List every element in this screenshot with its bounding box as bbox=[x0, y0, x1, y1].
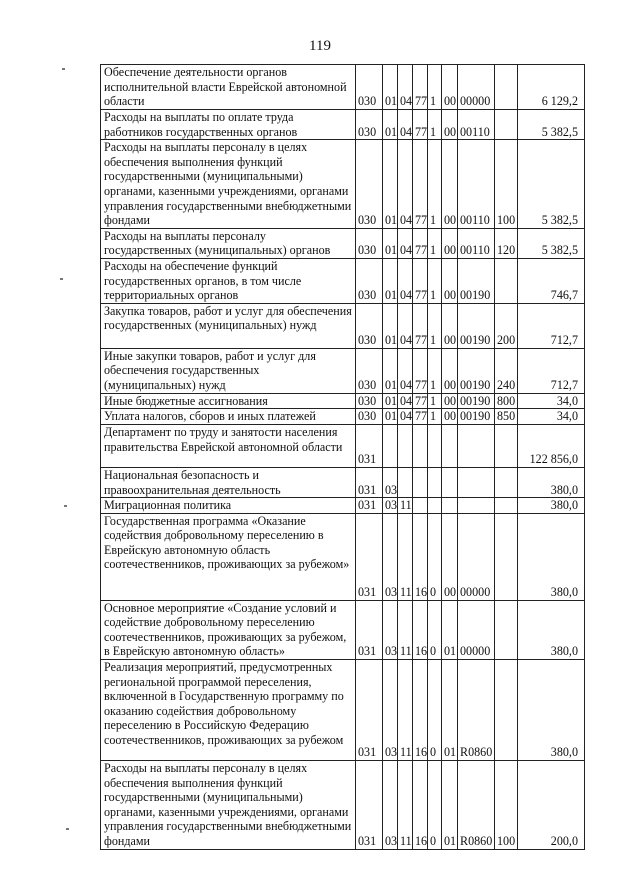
cell-gov-code: 030 bbox=[356, 110, 383, 140]
cell-activity bbox=[442, 498, 458, 514]
cell-expense-type bbox=[495, 600, 518, 659]
cell-subsection: 04 bbox=[398, 110, 413, 140]
cell-gov-code: 031 bbox=[356, 498, 383, 514]
cell-direction: 00110 bbox=[458, 110, 495, 140]
cell-program: 77 bbox=[413, 258, 428, 303]
row-name: Закупка товаров, работ и услуг для обеспечения государственных (муниципальных) нужд bbox=[101, 303, 356, 348]
table-row bbox=[101, 393, 585, 409]
cell-amount: 122 856,0 bbox=[518, 424, 585, 467]
cell-direction: 00190 bbox=[458, 409, 495, 425]
cell-direction: 00000 bbox=[458, 65, 495, 110]
cell-subprogram: 0 bbox=[428, 761, 442, 850]
table-row bbox=[101, 424, 585, 467]
cell-direction: 00190 bbox=[458, 303, 495, 348]
cell-direction bbox=[458, 467, 495, 497]
cell-activity: 00 bbox=[442, 228, 458, 258]
cell-gov-code: 030 bbox=[356, 228, 383, 258]
cell-subprogram bbox=[428, 498, 442, 514]
scan-mark bbox=[60, 278, 63, 280]
cell-amount: 34,0 bbox=[518, 409, 585, 425]
row-name: Национальная безопасность и правоохранительная деятельность bbox=[101, 467, 356, 497]
cell-direction: 00190 bbox=[458, 348, 495, 393]
row-name: Расходы на выплаты по оплате труда работников государственных органов bbox=[101, 110, 356, 140]
cell-gov-code: 030 bbox=[356, 258, 383, 303]
cell-subsection: 11 bbox=[398, 660, 413, 761]
cell-direction: R0860 bbox=[458, 761, 495, 850]
cell-expense-type: 240 bbox=[495, 348, 518, 393]
cell-amount: 34,0 bbox=[518, 393, 585, 409]
cell-subsection: 04 bbox=[398, 409, 413, 425]
cell-section: 01 bbox=[383, 258, 398, 303]
cell-activity: 00 bbox=[442, 348, 458, 393]
cell-gov-code: 030 bbox=[356, 303, 383, 348]
cell-direction: 00190 bbox=[458, 393, 495, 409]
cell-activity: 01 bbox=[442, 600, 458, 659]
cell-gov-code: 030 bbox=[356, 409, 383, 425]
cell-gov-code: 031 bbox=[356, 467, 383, 497]
cell-program: 77 bbox=[413, 393, 428, 409]
cell-amount: 380,0 bbox=[518, 467, 585, 497]
cell-gov-code: 031 bbox=[356, 424, 383, 467]
cell-subprogram: 1 bbox=[428, 65, 442, 110]
cell-section: 03 bbox=[383, 467, 398, 497]
cell-expense-type bbox=[495, 110, 518, 140]
cell-expense-type bbox=[495, 513, 518, 600]
cell-subprogram: 1 bbox=[428, 110, 442, 140]
table-row bbox=[101, 761, 585, 850]
cell-expense-type: 800 bbox=[495, 393, 518, 409]
cell-gov-code: 031 bbox=[356, 660, 383, 761]
row-name: Департамент по труду и занятости населения правительства Еврейской автономной области bbox=[101, 424, 356, 467]
cell-gov-code: 031 bbox=[356, 513, 383, 600]
cell-amount: 5 382,5 bbox=[518, 228, 585, 258]
cell-direction bbox=[458, 498, 495, 514]
cell-program: 77 bbox=[413, 65, 428, 110]
cell-program bbox=[413, 467, 428, 497]
page-number: 119 bbox=[309, 38, 331, 54]
cell-amount: 746,7 bbox=[518, 258, 585, 303]
cell-subsection: 04 bbox=[398, 348, 413, 393]
row-name: Миграционная политика bbox=[101, 498, 356, 514]
row-name: Иные закупки товаров, работ и услуг для обеспечения государственных (муниципальных) нужд bbox=[101, 348, 356, 393]
cell-direction: 00000 bbox=[458, 600, 495, 659]
cell-expense-type bbox=[495, 424, 518, 467]
table-row bbox=[101, 348, 585, 393]
cell-subsection: 04 bbox=[398, 140, 413, 229]
row-name: Расходы на выплаты персоналу государственных (муниципальных) органов bbox=[101, 228, 356, 258]
cell-subsection: 11 bbox=[398, 600, 413, 659]
cell-section: 03 bbox=[383, 498, 398, 514]
cell-direction: 00110 bbox=[458, 140, 495, 229]
cell-subsection: 11 bbox=[398, 498, 413, 514]
cell-expense-type bbox=[495, 498, 518, 514]
cell-amount: 5 382,5 bbox=[518, 140, 585, 229]
cell-subsection: 04 bbox=[398, 303, 413, 348]
cell-section bbox=[383, 424, 398, 467]
cell-subprogram bbox=[428, 467, 442, 497]
cell-subsection: 04 bbox=[398, 65, 413, 110]
cell-subsection bbox=[398, 467, 413, 497]
table-row bbox=[101, 303, 585, 348]
cell-amount: 5 382,5 bbox=[518, 110, 585, 140]
cell-direction: 00110 bbox=[458, 228, 495, 258]
cell-activity: 01 bbox=[442, 660, 458, 761]
cell-activity: 00 bbox=[442, 513, 458, 600]
cell-subprogram: 0 bbox=[428, 513, 442, 600]
table-row bbox=[101, 409, 585, 425]
cell-section: 03 bbox=[383, 600, 398, 659]
row-name: Расходы на обеспечение функций государственных органов, в том числе территориальных органов bbox=[101, 258, 356, 303]
cell-subsection: 11 bbox=[398, 761, 413, 850]
cell-subprogram: 1 bbox=[428, 303, 442, 348]
cell-amount: 200,0 bbox=[518, 761, 585, 850]
cell-section: 01 bbox=[383, 65, 398, 110]
cell-subsection: 04 bbox=[398, 228, 413, 258]
cell-direction: R0860 bbox=[458, 660, 495, 761]
cell-section: 03 bbox=[383, 660, 398, 761]
cell-subsection: 04 bbox=[398, 393, 413, 409]
cell-gov-code: 030 bbox=[356, 65, 383, 110]
table-row bbox=[101, 110, 585, 140]
cell-program: 16 bbox=[413, 660, 428, 761]
budget-table bbox=[100, 64, 585, 850]
table-row bbox=[101, 498, 585, 514]
cell-expense-type: 120 bbox=[495, 228, 518, 258]
row-name: Государственная программа «Оказание содействия добровольному переселению в Еврейскую автономную область соотечественников, проживающих за рубежом» bbox=[101, 513, 356, 600]
cell-activity: 00 bbox=[442, 65, 458, 110]
cell-gov-code: 031 bbox=[356, 600, 383, 659]
cell-program: 77 bbox=[413, 140, 428, 229]
cell-section: 01 bbox=[383, 110, 398, 140]
cell-direction: 00000 bbox=[458, 513, 495, 600]
cell-subprogram: 1 bbox=[428, 348, 442, 393]
scan-mark bbox=[66, 828, 69, 830]
cell-program: 16 bbox=[413, 513, 428, 600]
cell-subprogram: 0 bbox=[428, 660, 442, 761]
cell-subprogram: 1 bbox=[428, 258, 442, 303]
row-name: Уплата налогов, сборов и иных платежей bbox=[101, 409, 356, 425]
cell-amount: 712,7 bbox=[518, 303, 585, 348]
cell-amount: 380,0 bbox=[518, 600, 585, 659]
cell-activity: 00 bbox=[442, 140, 458, 229]
table-row bbox=[101, 258, 585, 303]
cell-subprogram: 1 bbox=[428, 393, 442, 409]
cell-activity: 00 bbox=[442, 110, 458, 140]
row-name: Обеспечение деятельности органов исполнительной власти Еврейской автономной области bbox=[101, 65, 356, 110]
row-name: Иные бюджетные ассигнования bbox=[101, 393, 356, 409]
cell-amount: 380,0 bbox=[518, 513, 585, 600]
cell-program: 16 bbox=[413, 600, 428, 659]
cell-gov-code: 030 bbox=[356, 393, 383, 409]
budget-table-body bbox=[101, 65, 585, 850]
cell-section: 03 bbox=[383, 513, 398, 600]
cell-program: 77 bbox=[413, 348, 428, 393]
cell-gov-code: 030 bbox=[356, 348, 383, 393]
table-row bbox=[101, 513, 585, 600]
table-row bbox=[101, 140, 585, 229]
cell-subprogram: 1 bbox=[428, 409, 442, 425]
table-row bbox=[101, 228, 585, 258]
cell-subprogram: 1 bbox=[428, 228, 442, 258]
cell-program: 77 bbox=[413, 228, 428, 258]
cell-expense-type bbox=[495, 258, 518, 303]
cell-activity: 00 bbox=[442, 393, 458, 409]
cell-expense-type bbox=[495, 660, 518, 761]
cell-section: 01 bbox=[383, 393, 398, 409]
row-name: Расходы на выплаты персоналу в целях обеспечения выполнения функций государственными (муниципальными) органами, казенными учреждениями, органами управления государственными внебюджетными фондами bbox=[101, 761, 356, 850]
cell-expense-type bbox=[495, 467, 518, 497]
cell-activity: 00 bbox=[442, 303, 458, 348]
cell-section: 01 bbox=[383, 348, 398, 393]
cell-section: 01 bbox=[383, 228, 398, 258]
cell-expense-type: 850 bbox=[495, 409, 518, 425]
cell-amount: 712,7 bbox=[518, 348, 585, 393]
cell-program: 77 bbox=[413, 409, 428, 425]
cell-amount: 6 129,2 bbox=[518, 65, 585, 110]
cell-section: 01 bbox=[383, 409, 398, 425]
row-name: Реализация мероприятий, предусмотренных региональной программой переселения, включенной в Государственную программу по оказанию содействия добровольному переселению в Российскую Федерацию соотечественников, проживающих за рубежом bbox=[101, 660, 356, 761]
cell-subsection: 04 bbox=[398, 258, 413, 303]
cell-gov-code: 031 bbox=[356, 761, 383, 850]
cell-program: 16 bbox=[413, 761, 428, 850]
cell-section: 01 bbox=[383, 303, 398, 348]
cell-expense-type: 200 bbox=[495, 303, 518, 348]
cell-subsection: 11 bbox=[398, 513, 413, 600]
cell-subprogram bbox=[428, 424, 442, 467]
table-row bbox=[101, 600, 585, 659]
cell-expense-type: 100 bbox=[495, 140, 518, 229]
cell-program: 77 bbox=[413, 303, 428, 348]
cell-activity: 01 bbox=[442, 761, 458, 850]
row-name: Основное мероприятие «Создание условий и содействие добровольному переселению соотечественников, проживающих за рубежом, в Еврейскую автономную область» bbox=[101, 600, 356, 659]
row-name: Расходы на выплаты персоналу в целях обеспечения выполнения функций государственными (муниципальными) органами, казенными учреждениями, органами управления государственными внебюджетными фондами bbox=[101, 140, 356, 229]
cell-activity: 00 bbox=[442, 258, 458, 303]
cell-amount: 380,0 bbox=[518, 660, 585, 761]
cell-expense-type: 100 bbox=[495, 761, 518, 850]
scan-mark bbox=[64, 505, 67, 507]
cell-activity: 00 bbox=[442, 409, 458, 425]
table-row bbox=[101, 467, 585, 497]
cell-activity bbox=[442, 467, 458, 497]
cell-subprogram: 1 bbox=[428, 140, 442, 229]
cell-program bbox=[413, 424, 428, 467]
cell-section: 01 bbox=[383, 140, 398, 229]
table-row bbox=[101, 660, 585, 761]
cell-direction: 00190 bbox=[458, 258, 495, 303]
cell-direction bbox=[458, 424, 495, 467]
cell-section: 03 bbox=[383, 761, 398, 850]
cell-subsection bbox=[398, 424, 413, 467]
cell-expense-type bbox=[495, 65, 518, 110]
cell-gov-code: 030 bbox=[356, 140, 383, 229]
cell-amount: 380,0 bbox=[518, 498, 585, 514]
scan-mark bbox=[62, 68, 65, 70]
table-row bbox=[101, 65, 585, 110]
cell-subprogram: 0 bbox=[428, 600, 442, 659]
cell-activity bbox=[442, 424, 458, 467]
cell-program bbox=[413, 498, 428, 514]
cell-program: 77 bbox=[413, 110, 428, 140]
